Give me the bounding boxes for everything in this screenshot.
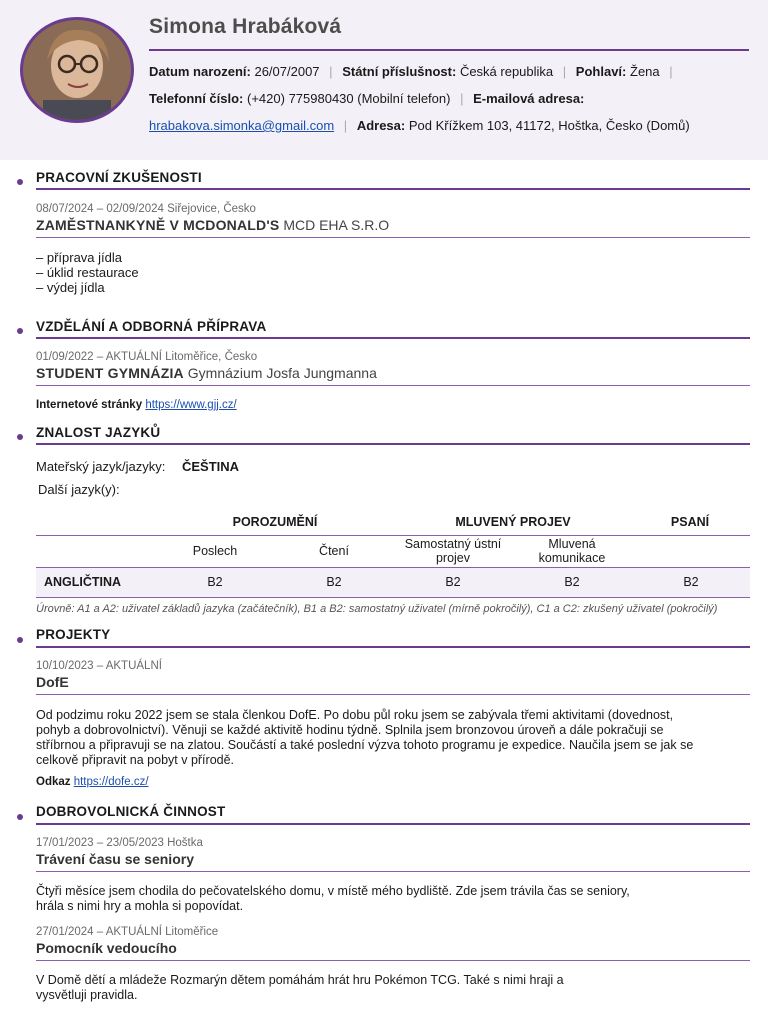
text-line: Čtyři měsíce jsem chodila do pečovatelského domu, v místě mého bydliště. Zde jsem trávila čas se seniory, xyxy=(36,884,630,898)
list-item: – příprava jídla xyxy=(36,250,122,265)
section-title-work: PRACOVNÍ ZKUŠENOSTI xyxy=(36,170,202,185)
volunteering-name: Pomocník vedoucího xyxy=(36,940,177,956)
section-bullet-icon xyxy=(17,328,23,334)
table-divider xyxy=(36,535,750,536)
section-bullet-icon xyxy=(17,637,23,643)
project-meta: 10/10/2023 – AKTUÁLNÍ xyxy=(36,660,162,672)
project-description xyxy=(36,708,750,768)
personal-info-line-3 xyxy=(149,118,690,133)
text-line: vysvětluji pravidla. xyxy=(36,988,138,1002)
text-line: Od podzimu roku 2022 jsem se stala členkou DofE. Po dobu půl roku jsem se zabývala třemi aktivitami (dovednost, xyxy=(36,708,674,722)
entry-divider xyxy=(36,385,750,386)
website-link[interactable]: https://www.gjj.cz/ xyxy=(145,399,237,411)
volunteering-description xyxy=(36,884,630,914)
section-bullet-icon xyxy=(17,814,23,820)
section-divider xyxy=(36,188,750,190)
project-name: DofE xyxy=(36,674,69,690)
list-item: – výdej jídla xyxy=(36,280,105,295)
table-col-listening: Poslech xyxy=(192,544,238,558)
text-line: pohyb a dobrovolnictví). Věnuji se každé aktivitě hodinu týdně. Splnila jsem bronzovou úroveň a dále pokračuji se xyxy=(36,723,664,737)
separator: | xyxy=(669,64,673,79)
gender-value: Žena xyxy=(630,64,660,79)
table-group-speaking: MLUVENÝ PROJEV xyxy=(455,515,571,529)
text-line: stříbrnou a připravuji se na zlatou. Součástí a také poslední výzva tohoto programu je expedice. Naučila jsem se jak se xyxy=(36,738,694,752)
volunteering-meta: 17/01/2023 – 23/05/2023 Hoštka xyxy=(36,837,203,849)
language-levels-legend: Úrovně: A1 a A2: uživatel základů jazyka (začátečník), B1 a B2: samostatný uživatel (mírně pokročilý), C1 a C2: zkušený uživatel (pokročilý) xyxy=(36,603,718,615)
table-col-production-line: projev xyxy=(435,551,471,565)
section-bullet-icon xyxy=(17,179,23,185)
list-item: – úklid restaurace xyxy=(36,265,139,280)
phone-value: (+420) 775980430 (Mobilní telefon) xyxy=(247,91,451,106)
section-title-projects: PROJEKTY xyxy=(36,627,111,642)
section-bullet-icon xyxy=(17,434,23,440)
section-title-languages: ZNALOST JAZYKŮ xyxy=(36,425,161,440)
text-line: hrála s nimi hry a mohla si popovídat. xyxy=(36,899,244,913)
separator: | xyxy=(562,64,567,79)
volunteering-meta: 27/01/2024 – AKTUÁLNÍ Litoměřice xyxy=(36,926,219,938)
table-cell-listening: B2 xyxy=(207,575,223,589)
nationality-value: Česká republika xyxy=(459,64,554,79)
entry-divider xyxy=(36,871,750,872)
name-divider xyxy=(149,49,749,51)
work-employer: MCD EHA S.R.O xyxy=(283,217,390,233)
personal-info-line-1 xyxy=(149,64,679,79)
table-col-production-line: Samostatný ústní xyxy=(404,537,502,551)
nationality-label: Státní příslušnost: xyxy=(342,64,457,79)
profile-photo xyxy=(20,17,134,123)
birth-label: Datum narození: xyxy=(149,64,251,79)
table-cell-language: ANGLIČTINA xyxy=(44,575,122,589)
text-line: V Domě dětí a mládeže Rozmarýn dětem pomáhám hrát hru Pokémon TCG. Také s nimi hraji a xyxy=(36,973,564,987)
table-divider xyxy=(36,597,750,598)
section-title-education: VZDĚLÁNÍ A ODBORNÁ PŘÍPRAVA xyxy=(36,319,267,334)
mother-tongue-label: Mateřský jazyk/jazyky: xyxy=(36,459,166,474)
cv-header xyxy=(0,0,768,160)
personal-info-line-2 xyxy=(149,91,584,106)
section-divider xyxy=(36,823,750,825)
gender-label: Pohlaví: xyxy=(575,64,627,79)
profile-photo-illustration xyxy=(23,20,131,120)
project-link[interactable]: https://dofe.cz/ xyxy=(73,776,149,788)
entry-divider xyxy=(36,960,750,961)
table-col-interaction xyxy=(512,537,632,565)
person-name: Simona Hrabáková xyxy=(149,15,342,38)
education-school: Gymnázium Josfa Jungmanna xyxy=(187,365,377,381)
table-cell-reading: B2 xyxy=(326,575,342,589)
volunteering-description xyxy=(36,973,564,1003)
entry-divider xyxy=(36,237,750,238)
volunteering-name: Trávení času se seniory xyxy=(36,851,194,867)
table-cell-interaction: B2 xyxy=(564,575,580,589)
table-cell-writing: B2 xyxy=(683,575,699,589)
project-link-label: Odkaz xyxy=(36,776,71,788)
website-label: Internetové stránky xyxy=(36,399,143,411)
email-label: E-mailová adresa: xyxy=(473,91,585,106)
entry-divider xyxy=(36,694,750,695)
work-duties xyxy=(36,250,139,295)
phone-label: Telefonní číslo: xyxy=(149,91,244,106)
project-link-row xyxy=(36,776,149,788)
address-label: Adresa: xyxy=(356,118,406,133)
education-website xyxy=(36,399,237,411)
education-degree: STUDENT GYMNÁZIA xyxy=(36,365,184,381)
education-role xyxy=(36,365,377,381)
table-col-interaction-line: komunikace xyxy=(538,551,606,565)
table-group-understanding: POROZUMĚNÍ xyxy=(232,515,318,529)
work-role xyxy=(36,217,389,233)
section-divider xyxy=(36,337,750,339)
education-meta: 01/09/2022 – AKTUÁLNÍ Litoměřice, Česko xyxy=(36,351,258,363)
work-position: ZAMĚSTNANKYNĚ V MCDONALD'S xyxy=(36,217,280,233)
table-group-writing: PSANÍ xyxy=(670,515,710,529)
table-col-production xyxy=(393,537,513,565)
mother-tongue-value: ČEŠTINA xyxy=(182,459,240,474)
address-value: Pod Křížkem 103, 41172, Hoštka, Česko (Domů) xyxy=(408,118,690,133)
table-col-interaction-line: Mluvená xyxy=(548,537,596,551)
table-cell-production: B2 xyxy=(445,575,461,589)
table-col-reading: Čtení xyxy=(319,544,349,558)
work-meta: 08/07/2024 – 02/09/2024 Siřejovice, Česko xyxy=(36,203,256,215)
separator: | xyxy=(460,91,464,106)
section-divider xyxy=(36,443,750,445)
separator: | xyxy=(343,118,348,133)
separator: | xyxy=(329,64,333,79)
email-link[interactable]: hrabakova.simonka@gmail.com xyxy=(149,118,335,133)
text-line: celkově připravit na pobyt v přírodě. xyxy=(36,753,235,767)
other-languages-label: Další jazyk(y): xyxy=(38,482,120,497)
section-divider xyxy=(36,646,750,648)
section-title-volunteering: DOBROVOLNICKÁ ČINNOST xyxy=(36,804,226,819)
table-row xyxy=(36,568,750,597)
birth-value: 26/07/2007 xyxy=(254,64,320,79)
